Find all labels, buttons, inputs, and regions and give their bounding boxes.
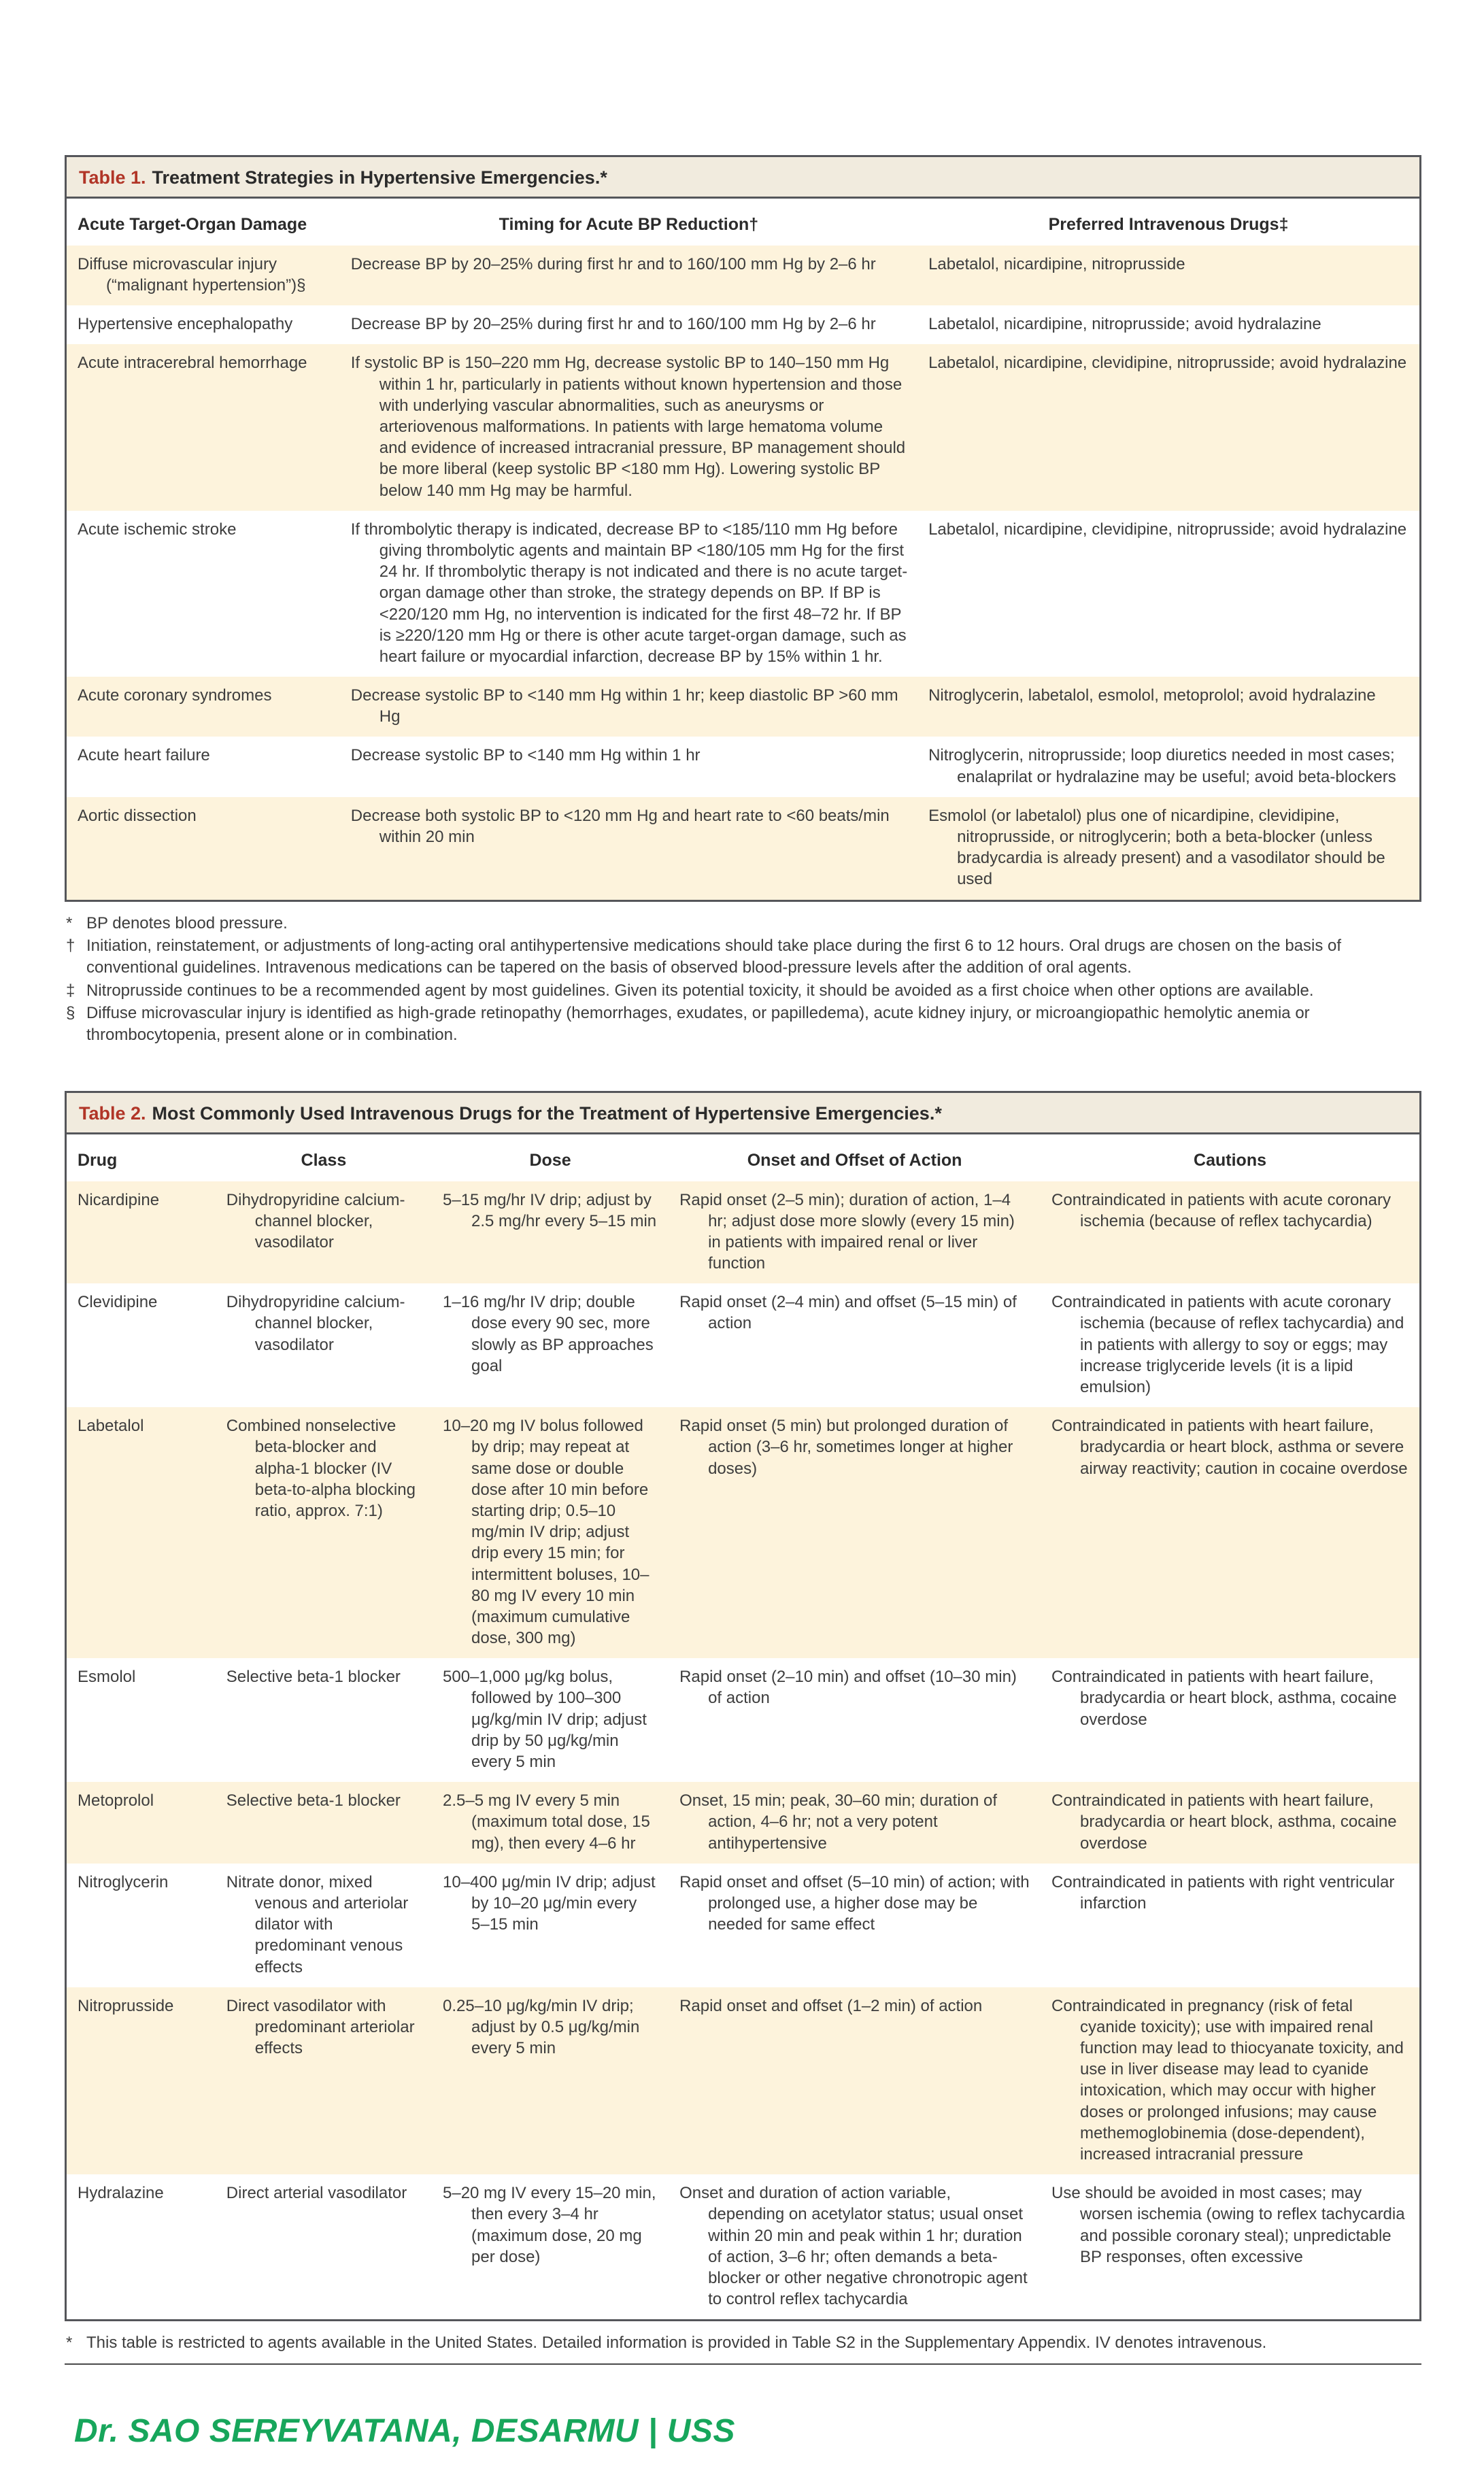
footnote-symbol: † — [66, 937, 75, 956]
cell-drug: Metoprolol — [78, 1791, 154, 1810]
footnote — [66, 980, 1415, 1002]
cell-damage: Acute heart failure — [78, 746, 210, 765]
footnote-text: Nitroprusside continues to be a recommended agent by most guidelines. Given its potential toxicity, it should be avoided as a first choice when other options are available. — [86, 981, 1314, 1000]
footnote-text: This table is restricted to agents available in the United States. Detailed information is provided in Table S2 in the Supplementary Appendix. IV denotes intravenous. — [86, 2333, 1267, 2353]
cell-dose: 5–15 mg/hr IV drip; adjust by 2.5 mg/hr every 5–15 min — [443, 1190, 657, 1230]
footnote-symbol: § — [66, 1004, 75, 1023]
table2-col-cautions: Cautions — [1041, 1134, 1419, 1181]
cell-cautions: Use should be avoided in most cases; may worsen ischemia (owing to reflex tachycardia and possible coronary steal); unpredictable BP responses, often excessive — [1051, 2184, 1405, 2266]
cell-onset: Rapid onset (5 min) but prolonged duration of action (3–6 hr, sometimes longer at higher doses) — [679, 1417, 1013, 1478]
table-row — [67, 1283, 1419, 1407]
cell-timing: Decrease both systolic BP to <120 mm Hg and heart rate to <60 beats/min within 20 min — [350, 806, 890, 847]
table2-col-dose: Dose — [432, 1134, 669, 1181]
cell-cautions: Contraindicated in patients with acute coronary ischemia (because of reflex tachycardia) — [1051, 1190, 1391, 1230]
cell-timing: Decrease BP by 20–25% during first hr and to 160/100 mm Hg by 2–6 hr — [350, 254, 876, 273]
cell-drugs: Labetalol, nicardipine, clevidipine, nitroprusside; avoid hydralazine — [928, 520, 1407, 539]
cell-drug: Nicardipine — [78, 1190, 160, 1209]
cell-cautions: Contraindicated in patients with right ventricular infarction — [1051, 1872, 1395, 1912]
cell-dose: 10–400 μg/min IV drip; adjust by 10–20 μg/min every 5–15 min — [443, 1872, 656, 1934]
table1-col-drugs: Preferred Intravenous Drugs‡ — [917, 199, 1419, 246]
cell-onset: Rapid onset (2–5 min); duration of action, 1–4 hr; adjust dose more slowly (every 15 min) in patients with impaired renal or liver function — [679, 1190, 1015, 1273]
table-row — [67, 344, 1419, 510]
cell-drug: Clevidipine — [78, 1293, 158, 1312]
table-row — [67, 2174, 1419, 2319]
cell-onset: Rapid onset (2–4 min) and offset (5–15 min) of action — [679, 1293, 1017, 1333]
table-row — [67, 677, 1419, 737]
footnote — [66, 913, 1415, 934]
cell-damage: Acute coronary syndromes — [78, 686, 272, 705]
table-row — [67, 305, 1419, 344]
cell-timing: Decrease BP by 20–25% during first hr and to 160/100 mm Hg by 2–6 hr — [350, 315, 876, 334]
cell-class: Selective beta-1 blocker — [226, 1791, 401, 1810]
cell-cautions: Contraindicated in patients with acute coronary ischemia (because of reflex tachycardia) and in patients with allergy to soy or eggs; may increase triglyceride levels (it is a lipid emulsion) — [1051, 1293, 1404, 1396]
cell-drugs: Labetalol, nicardipine, nitroprusside — [928, 254, 1185, 273]
cell-timing: Decrease systolic BP to <140 mm Hg within 1 hr — [350, 746, 701, 765]
table1-title: Treatment Strategies in Hypertensive Emergencies.* — [152, 167, 607, 188]
cell-onset: Rapid onset and offset (5–10 min) of action; with prolonged use, a higher dose may be needed for same effect — [679, 1872, 1030, 1934]
cell-drug: Esmolol — [78, 1668, 136, 1687]
cell-class: Dihydropyridine calcium-channel blocker, vasodilator — [226, 1190, 405, 1251]
cell-drugs: Nitroglycerin, nitroprusside; loop diuretics needed in most cases; enalaprilat or hydralazine may be useful; avoid beta-blockers — [928, 746, 1396, 786]
table-row — [67, 737, 1419, 796]
cell-dose: 1–16 mg/hr IV drip; double dose every 90 sec, more slowly as BP approaches goal — [443, 1293, 654, 1375]
table-row — [67, 1782, 1419, 1864]
cell-dose: 10–20 mg IV bolus followed by drip; may repeat at same dose or double dose after 10 min before starting drip; 0.5–10 mg/min IV drip; adjust drip every 15 min; for intermittent boluses, 10–80 mg IV every 10 min (maximum cumulative dose, 300 mg) — [443, 1417, 650, 1648]
table1-header-row — [67, 199, 1419, 246]
cell-cautions: Contraindicated in patients with heart failure, bradycardia or heart block, asthma, cocaine overdose — [1051, 1668, 1397, 1729]
cell-class: Selective beta-1 blocker — [226, 1668, 401, 1687]
footnote-text: Initiation, reinstatement, or adjustments of long-acting oral antihypertensive medications should take place during the first 6 to 12 hours. Oral drugs are chosen on the basis of conventional guidelines. Intravenous medications can be tapered on the basis of observed blood-pressure levels after the addition of oral agents. — [86, 937, 1342, 977]
divider-rule — [65, 2363, 1421, 2365]
cell-drugs: Labetalol, nicardipine, clevidipine, nitroprusside; avoid hydralazine — [928, 354, 1407, 373]
table2-col-class: Class — [216, 1134, 432, 1181]
table2-title: Most Commonly Used Intravenous Drugs for the Treatment of Hypertensive Emergencies.* — [152, 1102, 942, 1124]
footnote — [66, 2332, 1415, 2354]
cell-drugs: Nitroglycerin, labetalol, esmolol, metoprolol; avoid hydralazine — [928, 686, 1376, 705]
cell-damage: Diffuse microvascular injury (“malignant hypertension”)§ — [78, 254, 306, 295]
table-row — [67, 1987, 1419, 2175]
table1-title-band — [67, 157, 1419, 199]
table-row — [67, 1407, 1419, 1658]
cell-drugs: Labetalol, nicardipine, nitroprusside; avoid hydralazine — [928, 315, 1321, 334]
cell-onset: Rapid onset (2–10 min) and offset (10–30 min) of action — [679, 1668, 1017, 1708]
table2-header-row — [67, 1134, 1419, 1181]
footnote — [66, 1002, 1415, 1045]
cell-damage: Acute ischemic stroke — [78, 520, 237, 539]
footnote-text: Diffuse microvascular injury is identified as high-grade retinopathy (hemorrhages, exudates, or papilledema), acute kidney injury, or microangiopathic hemolytic anemia or thrombocytopenia, present alone or in combination. — [86, 1004, 1310, 1044]
cell-onset: Rapid onset and offset (1–2 min) of action — [679, 1996, 983, 2015]
cell-drug: Labetalol — [78, 1417, 144, 1436]
cell-cautions: Contraindicated in pregnancy (risk of fetal cyanide toxicity); use with impaired renal function may lead to thiocyanate toxicity, and use in liver disease may lead to cyanide intoxication, which may occur with higher doses or prolonged infusions; may cause methemoglobinemia (dose-dependent), increased intracranial pressure — [1051, 1996, 1404, 2163]
table2-grid — [67, 1134, 1419, 2319]
cell-damage: Aortic dissection — [78, 806, 197, 825]
cell-drug: Nitroprusside — [78, 1996, 174, 2015]
table-row — [67, 797, 1419, 900]
cell-dose: 5–20 mg IV every 15–20 min, then every 3–4 hr (maximum dose, 20 mg per dose) — [443, 2184, 656, 2266]
table1-footnotes — [65, 902, 1421, 1046]
signature: Dr. SAO SEREYVATANA, DESARMU | USS — [74, 2412, 735, 2449]
cell-timing: Decrease systolic BP to <140 mm Hg within 1 hr; keep diastolic BP >60 mm Hg — [350, 686, 898, 726]
table2 — [65, 1091, 1421, 2322]
table2-col-onset: Onset and Offset of Action — [669, 1134, 1041, 1181]
table2-title-band — [67, 1093, 1419, 1134]
cell-class: Direct arterial vasodilator — [226, 2184, 407, 2203]
table1-grid — [67, 199, 1419, 899]
footnote-text: BP denotes blood pressure. — [86, 913, 288, 932]
cell-dose: 500–1,000 μg/kg bolus, followed by 100–300 μg/kg/min IV drip; adjust drip by 50 μg/kg/min every 5 min — [443, 1668, 647, 1771]
table1 — [65, 155, 1421, 902]
cell-timing: If thrombolytic therapy is indicated, decrease BP to <185/110 mm Hg before giving thrombolytic agents and maintain BP <180/105 mm Hg for the first 24 hr. If thrombolytic therapy is not indicated and there is no acute target-organ damage other than stroke, the strategy depends on BP. If BP is <220/120 mm Hg, no intervention is indicated for the first 48–72 hr. If BP is ≥220/120 mm Hg or there is other acute target-organ damage, such as heart failure or myocardial infarction, decrease BP by 15% within 1 hr. — [350, 520, 908, 666]
table-row — [67, 511, 1419, 677]
cell-dose: 2.5–5 mg IV every 5 min (maximum total dose, 15 mg), then every 4–6 hr — [443, 1791, 650, 1853]
footnote-symbol: * — [66, 913, 73, 932]
cell-cautions: Contraindicated in patients with heart failure, bradycardia or heart block, asthma, cocaine overdose — [1051, 1791, 1397, 1853]
table-row — [67, 1658, 1419, 1782]
table2-footnotes — [65, 2321, 1421, 2354]
cell-drug: Hydralazine — [78, 2184, 164, 2203]
footnote-symbol: ‡ — [66, 981, 75, 1000]
cell-damage: Acute intracerebral hemorrhage — [78, 354, 307, 373]
cell-damage: Hypertensive encephalopathy — [78, 315, 293, 334]
cell-timing: If systolic BP is 150–220 mm Hg, decrease systolic BP to 140–150 mm Hg within 1 hr, particularly in patients without known hypertension and those with underlying vascular abnormalities, such as aneurysms or arteriovenous malformations. In patients with large hematoma volume and evidence of increased intracranial pressure, BP management should be more liberal (keep systolic BP <180 mm Hg). Lowering systolic BP below 140 mm Hg may be harmful. — [350, 354, 906, 500]
table2-col-drug: Drug — [67, 1134, 216, 1181]
cell-drug: Nitroglycerin — [78, 1872, 169, 1891]
table-row — [67, 246, 1419, 305]
table-row — [67, 1181, 1419, 1284]
footnote — [66, 935, 1415, 978]
cell-class: Nitrate donor, mixed venous and arteriolar dilator with predominant venous effects — [226, 1872, 409, 1976]
table2-label: Table 2. — [79, 1102, 146, 1124]
footnote-symbol: * — [66, 2333, 73, 2353]
cell-onset: Onset, 15 min; peak, 30–60 min; duration of action, 4–6 hr; not a very potent antihypertensive — [679, 1791, 998, 1853]
table-row — [67, 1864, 1419, 1987]
cell-drugs: Esmolol (or labetalol) plus one of nicardipine, clevidipine, nitroprusside, or nitroglycerin; both a beta-blocker (unless bradycardia is already present) and a vasodilator should be used — [928, 806, 1385, 889]
cell-dose: 0.25–10 μg/kg/min IV drip; adjust by 0.5 μg/kg/min every 5 min — [443, 1996, 640, 2058]
cell-onset: Onset and duration of action variable, depending on acetylator status; usual onset within 20 min and peak within 1 hr; duration of action, 3–6 hr; often demands a beta-blocker or other negative chronotropic agent to control reflex tachycardia — [679, 2184, 1028, 2309]
cell-class: Dihydropyridine calcium-channel blocker, vasodilator — [226, 1293, 405, 1354]
cell-class: Combined nonselective beta-blocker and alpha-1 blocker (IV beta-to-alpha blocking ratio, approx. 7:1) — [226, 1417, 416, 1520]
cell-class: Direct vasodilator with predominant arteriolar effects — [226, 1996, 415, 2058]
table1-col-damage: Acute Target-Organ Damage — [67, 199, 340, 246]
table1-label: Table 1. — [79, 167, 146, 188]
table1-col-timing: Timing for Acute BP Reduction† — [340, 199, 917, 246]
cell-cautions: Contraindicated in patients with heart failure, bradycardia or heart block, asthma or severe airway reactivity; caution in cocaine overdose — [1051, 1417, 1408, 1478]
